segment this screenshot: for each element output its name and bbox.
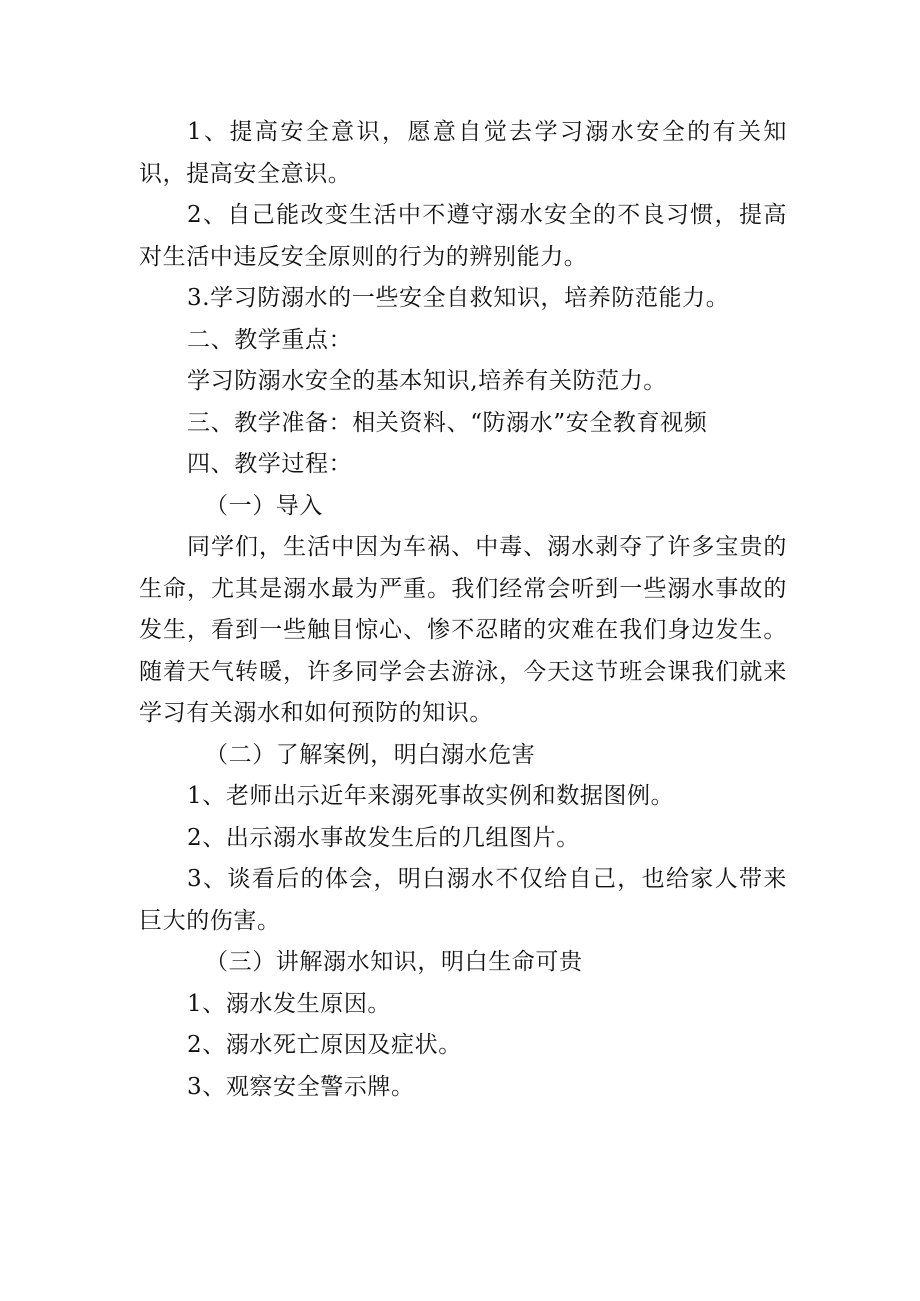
section-heading-process: 四、教学过程： <box>187 451 353 477</box>
knowledge-item-2: 2、溺水死亡原因及症状。 <box>187 1032 462 1058</box>
section-heading-key-points: 二、教学重点： <box>187 326 353 353</box>
subsection-heading-cases: （二）了解案例，明白溺水危害 <box>205 741 536 768</box>
knowledge-item-3: 3、观察安全警示牌。 <box>187 1073 415 1100</box>
subsection-heading-intro: （一）导入 <box>205 492 323 519</box>
subsection-heading-knowledge: （三）讲解溺水知识，明白生命可贵 <box>205 949 583 975</box>
key-points-text: 学习防溺水安全的基本知识,培养有关防范力。 <box>187 368 667 394</box>
intro-text: 同学们，生活中因为车祸、中毒、溺水剥夺了许多宝贵的生命，尤其是溺水最为严重。我们经常会听到一些溺水事故的发生，看到一些触目惊心、惨不忍睹的灾难在我们身边发生。随着天气转暖，许多同学会去游泳，今天这节班会课我们就来学习有关溺水和如何预防的知识。 <box>139 534 787 726</box>
cases-item-3: 3、谈看后的体会，明白溺水不仅给自己，也给家人带来巨大的伤害。 <box>139 866 787 934</box>
cases-item-1: 1、老师出示近年来溺死事故实例和数据图例。 <box>187 783 675 809</box>
objective-3: 3.学习防溺水的一些安全自救知识，培养防范能力。 <box>187 285 730 311</box>
objective-1: 1、提高安全意识，愿意自觉去学习溺水安全的有关知识，提高安全意识。 <box>139 119 787 187</box>
document-body <box>139 112 787 1108</box>
knowledge-item-1: 1、溺水发生原因。 <box>187 990 392 1017</box>
cases-item-2: 2、出示溺水事故发生后的几组图片。 <box>187 824 580 851</box>
objective-2: 2、自己能改变生活中不遵守溺水安全的不良习惯，提高对生活中违反安全原则的行为的辨别能力。 <box>139 202 787 270</box>
section-heading-preparation: 三、教学准备：相关资料、“防溺水”安全教育视频 <box>187 409 708 436</box>
